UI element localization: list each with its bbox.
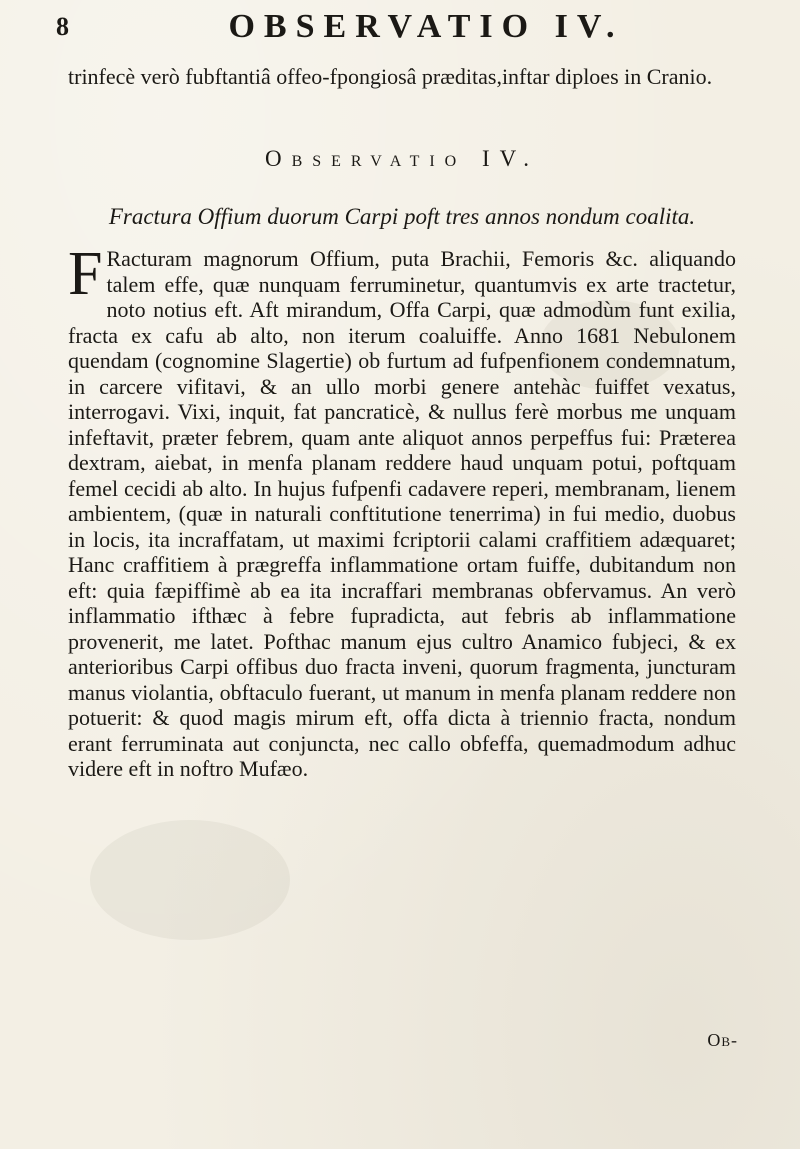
carry-over-paragraph: trinfecè verò fubftantiâ offeo-fpongiosâ præditas,inftar diploes in Cranio. <box>68 64 713 89</box>
observation-heading: Observatio IV. <box>264 146 540 171</box>
body-text: Racturam magnorum Offium, puta Brachii, Femoris &c. aliquando talem effe, quæ nunquam ferruminetur, quantumvis ex arte tractetur, noto notius eft. Aft mirandum, Offa Carpi, quæ admodùm funt exilia, fracta ex cafu ab alto, non iterum coaluiffe. Anno 1681 Nebulonem quendam (cognomine Slagertie) ob furtum ad fufpenfionem condemnatum, in carcere vifitavi, & an ullo morbi genere antehàc fuiffet vexatus, interrogavi. Vixi, inquit, fat pancraticè, & nullus ferè morbus me unquam infeftavit, præter febrem, quam ante aliquot annos perpeffus fui: Præterea dextram, aiebat, in menfa planam reddere haud unquam potui, poftquam femel cecidi ab alto. In hujus fufpenfi cadavere reperi, membranam, lienem ambientem, (quæ in naturali conftitutione tenerrima) in fui medio, duobus in locis, ita incraffatam, ut maximi fcriptorii calami craffitiem adæquaret; Hanc craffitiem à prægreffa inflammatione ortam fuiffe, dubitandum non eft: quia fæpiffimè ab ea ita incraffari membranas obfervamus. An verò inflammatio ifthæc à febre fupradicta, aut febris ab inflammatione provenerit, me latet. Pofthac manum ejus cultro Anamico fubjeci, & ex anterioribus Carpi offibus duo fracta inveni, quorum fragmenta, juncturam manus violantia, obftaculo fuerant, ut manum in menfa planam reddere non potuerit: & quod magis mirum eft, offa dicta à triennio fracta, nondum erant ferruminata aut conjuncta, nec callo obfeffa, quemadmodum adhuc videre eft in noftro Mufæo. <box>68 246 736 781</box>
page-number: 8 <box>56 12 69 41</box>
observation-body <box>68 240 736 782</box>
running-head <box>56 8 756 54</box>
drop-cap: F <box>68 240 103 308</box>
observation-subtitle: Fractura Offium duorum Carpi poft tres annos nondum coalita. <box>108 204 696 229</box>
running-title: OBSERVATIO IV. <box>228 8 624 45</box>
paper-stain <box>90 820 290 940</box>
catchword: Ob- <box>707 1030 738 1050</box>
